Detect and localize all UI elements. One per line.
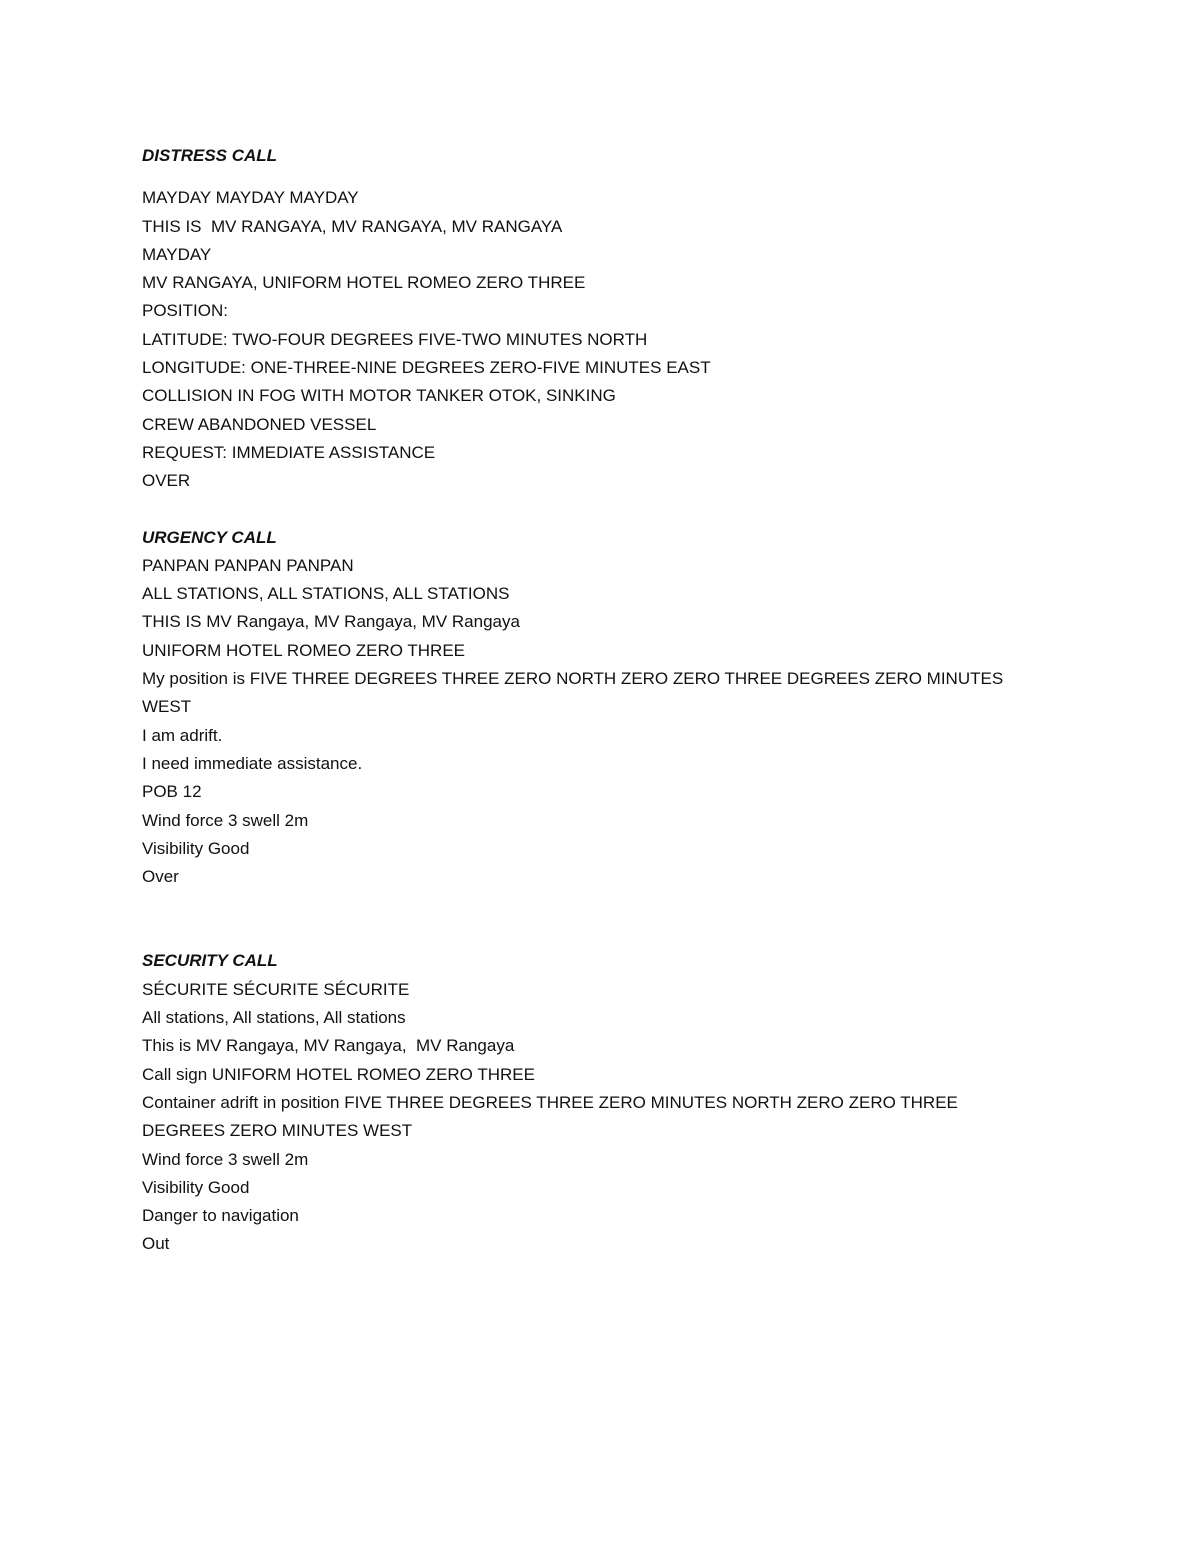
text-line: COLLISION IN FOG WITH MOTOR TANKER OTOK, SINKING [142, 386, 616, 406]
text-line: MAYDAY [142, 244, 212, 264]
security-call-title: SECURITY CALL [142, 951, 278, 971]
urgency-call-title: URGENCY CALL [142, 527, 277, 547]
text-line: THIS IS MV Rangaya, MV Rangaya, MV Rangaya [142, 612, 520, 632]
text-line: THIS IS MV RANGAYA, MV RANGAYA, MV RANGAYA [142, 216, 563, 236]
text-line: I am adrift. [142, 725, 223, 745]
text-line: This is MV Rangaya, MV Rangaya, MV Rangaya [142, 1036, 515, 1056]
text-line: LATITUDE: TWO-FOUR DEGREES FIVE-TWO MINUTES NORTH [142, 329, 648, 349]
text-line: Wind force 3 swell 2m [142, 810, 309, 830]
text-line: Over [142, 867, 179, 887]
text-line: POSITION: [142, 301, 228, 321]
security-call-section [142, 947, 1042, 1258]
text-line: My position is FIVE THREE DEGREES THREE ZERO NORTH ZERO ZERO THREE DEGREES ZERO MINUTES [142, 669, 1004, 689]
distress-call-section [142, 142, 1042, 496]
text-line: CREW ABANDONED VESSEL [142, 414, 377, 434]
text-line: Call sign UNIFORM HOTEL ROMEO ZERO THREE [142, 1064, 535, 1084]
text-line: MAYDAY MAYDAY MAYDAY [142, 188, 359, 208]
text-line: REQUEST: IMMEDIATE ASSISTANCE [142, 442, 436, 462]
text-line: Out [142, 1234, 170, 1254]
text-line: Visibility Good [142, 838, 250, 858]
text-line: Container adrift in position FIVE THREE DEGREES THREE ZERO MINUTES NORTH ZERO ZERO THREE [142, 1092, 958, 1112]
text-line: MV RANGAYA, UNIFORM HOTEL ROMEO ZERO THREE [142, 273, 586, 293]
text-line: POB 12 [142, 782, 202, 802]
text-line: LONGITUDE: ONE-THREE-NINE DEGREES ZERO-FIVE MINUTES EAST [142, 358, 711, 378]
text-line: ALL STATIONS, ALL STATIONS, ALL STATIONS [142, 584, 510, 604]
distress-call-title: DISTRESS CALL [142, 146, 278, 165]
text-line: WEST [142, 697, 192, 717]
text-line: PANPAN PANPAN PANPAN [142, 555, 354, 575]
text-line: All stations, All stations, All stations [142, 1008, 406, 1028]
text-line: Wind force 3 swell 2m [142, 1149, 309, 1169]
text-line: Visibility Good [142, 1177, 250, 1197]
text-line: UNIFORM HOTEL ROMEO ZERO THREE [142, 640, 466, 660]
text-line: I need immediate assistance. [142, 753, 363, 773]
text-line: Danger to navigation [142, 1206, 299, 1226]
document-body [142, 142, 1042, 1259]
text-line: OVER [142, 471, 191, 491]
text-line: SÉCURITE SÉCURITE SÉCURITE [142, 979, 410, 999]
text-line: DEGREES ZERO MINUTES WEST [142, 1121, 413, 1141]
urgency-call-section [142, 524, 1042, 892]
